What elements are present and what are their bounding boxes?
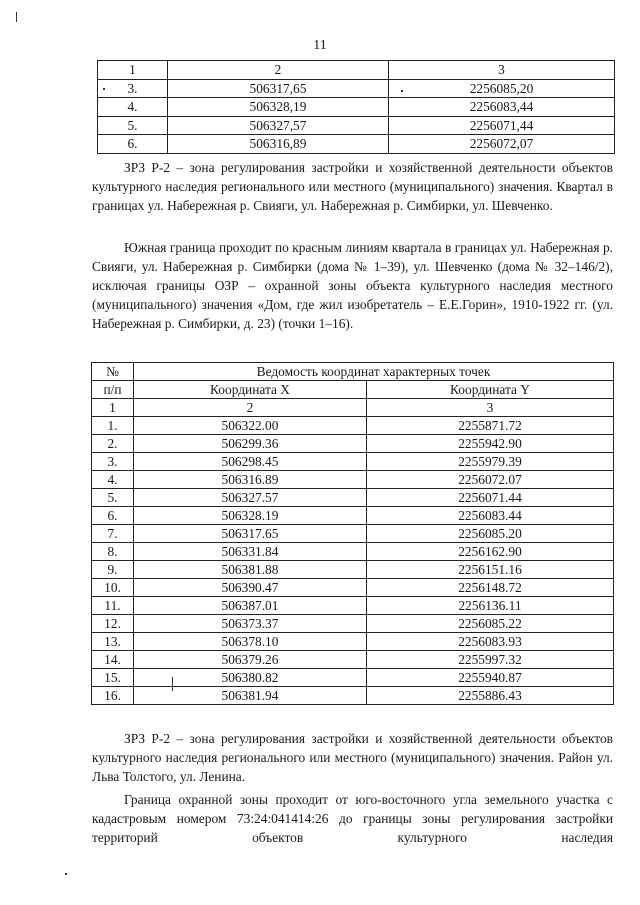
row-number-cell: 5. bbox=[98, 117, 168, 135]
coordinate-y-cell: 2256072.07 bbox=[367, 471, 614, 489]
coordinate-x-cell: 506381.88 bbox=[134, 561, 367, 579]
coordinate-y-cell: 2256085.22 bbox=[367, 615, 614, 633]
coordinate-y-cell: 2256085,20 bbox=[389, 80, 615, 98]
coordinate-x-cell: 506373.37 bbox=[134, 615, 367, 633]
coordinate-x-cell: 506298.45 bbox=[134, 453, 367, 471]
coordinate-y-cell: 2256071,44 bbox=[389, 117, 615, 135]
coordinate-x-cell: 506390.47 bbox=[134, 579, 367, 597]
index-cell: 1 bbox=[92, 399, 134, 417]
row-number-cell: 3. bbox=[92, 453, 134, 471]
coordinate-y-cell: 2255886.43 bbox=[367, 687, 614, 705]
coordinate-y-cell: 2256148.72 bbox=[367, 579, 614, 597]
coordinate-y-cell: 2256136.11 bbox=[367, 597, 614, 615]
row-number-cell: 15. bbox=[92, 669, 134, 687]
zone-description-paragraph: ЗРЗ Р-2 – зона регулирования застройки и хозяйственной деятельности объектов культурного наследия регионального или местного (муниципального) значения. Квартал в границах ул. Набережная р. Свияги, ул. Набережная р. Симбирки, ул. Шевченко. bbox=[92, 160, 613, 213]
row-number-cell: 13. bbox=[92, 633, 134, 651]
index-cell: 3 bbox=[367, 399, 614, 417]
table-title: Ведомость координат характерных точек bbox=[134, 363, 614, 381]
scan-dot bbox=[103, 88, 105, 90]
coordinate-y-cell: 2255942.90 bbox=[367, 435, 614, 453]
table-index-row bbox=[92, 399, 614, 417]
southern-boundary-paragraph: Южная граница проходит по красным линиям квартала в границах ул. Набережная р. Свияги, ул. Набережная р. Симбирки (дома № 1–39), ул. Шевченко (дома № 32–146/2), исключая границы ОЗР – охранной зоны объекта культурного наследия местного (муниципального) значения «Дом, где жил изобретатель – Е.Е.Горин», 1910-1922 гг. (ул. Набережная р. Симбирки, д. 23) (точки 1–16). bbox=[92, 240, 613, 331]
index-cell: 2 bbox=[134, 399, 367, 417]
table-row bbox=[92, 525, 614, 543]
table-row bbox=[92, 453, 614, 471]
table-row bbox=[92, 543, 614, 561]
coordinate-x-cell: 506331.84 bbox=[134, 543, 367, 561]
coordinate-y-cell: 2255979.39 bbox=[367, 453, 614, 471]
row-number-cell: 10. bbox=[92, 579, 134, 597]
table-row bbox=[92, 597, 614, 615]
coordinate-x-cell: 506327.57 bbox=[134, 489, 367, 507]
scan-mark bbox=[172, 677, 173, 691]
table-row bbox=[98, 117, 615, 135]
coordinate-y-cell: 2255940.87 bbox=[367, 669, 614, 687]
row-number-cell: 12. bbox=[92, 615, 134, 633]
coordinate-y-cell: 2256072,07 bbox=[389, 135, 615, 154]
coordinate-y-cell: 2255871.72 bbox=[367, 417, 614, 435]
row-number-cell: 4. bbox=[92, 471, 134, 489]
coordinate-y-cell: 2256162.90 bbox=[367, 543, 614, 561]
row-number-cell: 1. bbox=[92, 417, 134, 435]
header-number-sign: № bbox=[92, 363, 134, 381]
table-row bbox=[92, 489, 614, 507]
table-row bbox=[92, 507, 614, 525]
table-row bbox=[92, 417, 614, 435]
table-row bbox=[92, 651, 614, 669]
table-header-row bbox=[92, 381, 614, 399]
row-number-cell: 7. bbox=[92, 525, 134, 543]
coordinate-y-cell: 2256085.20 bbox=[367, 525, 614, 543]
header-cell: 3 bbox=[389, 61, 615, 80]
coordinate-y-cell: 2256071.44 bbox=[367, 489, 614, 507]
table-row bbox=[92, 687, 614, 705]
row-number-cell: 8. bbox=[92, 543, 134, 561]
coordinate-x-cell: 506317.65 bbox=[134, 525, 367, 543]
row-number-cell: 16. bbox=[92, 687, 134, 705]
row-number-cell: 4. bbox=[98, 98, 168, 117]
table-row bbox=[92, 669, 614, 687]
table-row bbox=[92, 579, 614, 597]
coordinate-x-cell: 506380.82 bbox=[134, 669, 367, 687]
table-row bbox=[98, 135, 615, 154]
header-number-label: п/п bbox=[92, 381, 134, 399]
table-row bbox=[98, 80, 615, 98]
table-header-row bbox=[98, 61, 615, 80]
coordinate-y-cell: 2256083.93 bbox=[367, 633, 614, 651]
coordinate-x-cell: 506328,19 bbox=[168, 98, 389, 117]
row-number-cell: 2. bbox=[92, 435, 134, 453]
table-row bbox=[92, 435, 614, 453]
coordinate-x-cell: 506322.00 bbox=[134, 417, 367, 435]
table-row bbox=[98, 98, 615, 117]
coordinate-x-cell: 506327,57 bbox=[168, 117, 389, 135]
coordinates-table bbox=[91, 362, 614, 705]
table-row bbox=[92, 471, 614, 489]
coordinate-y-cell: 2256083.44 bbox=[367, 507, 614, 525]
table-row bbox=[92, 561, 614, 579]
coordinate-y-cell: 2255997.32 bbox=[367, 651, 614, 669]
coordinate-x-cell: 506379.26 bbox=[134, 651, 367, 669]
header-coordinate-x: Координата X bbox=[134, 381, 367, 399]
header-cell: 1 bbox=[98, 61, 168, 80]
table-row bbox=[92, 615, 614, 633]
coordinate-x-cell: 506299.36 bbox=[134, 435, 367, 453]
top-coordinates-table bbox=[97, 60, 615, 154]
coordinate-x-cell: 506378.10 bbox=[134, 633, 367, 651]
coordinate-x-cell: 506328.19 bbox=[134, 507, 367, 525]
coordinate-x-cell: 506316,89 bbox=[168, 135, 389, 154]
coordinate-y-cell: 2256151.16 bbox=[367, 561, 614, 579]
header-coordinate-y: Координата Y bbox=[367, 381, 614, 399]
coordinate-y-cell: 2256083,44 bbox=[389, 98, 615, 117]
row-number-cell: 3. bbox=[98, 80, 168, 98]
coordinate-x-cell: 506381.94 bbox=[134, 687, 367, 705]
table-row bbox=[92, 633, 614, 651]
zone-description-paragraph-2: ЗРЗ Р-2 – зона регулирования застройки и хозяйственной деятельности объектов культурного наследия регионального или местного (муниципального) значения. Район ул. Льва Толстого, ул. Ленина. bbox=[92, 731, 613, 784]
coordinate-x-cell: 506387.01 bbox=[134, 597, 367, 615]
page-number: 11 bbox=[313, 38, 327, 53]
row-number-cell: 6. bbox=[92, 507, 134, 525]
row-number-cell: 14. bbox=[92, 651, 134, 669]
table-header-row bbox=[92, 363, 614, 381]
protection-zone-paragraph: Граница охранной зоны проходит от юго-восточного угла земельного участка с кадастровым номером 73:24:041414:26 до границы зоны регулирования застройки территорий объектов культурного наследия bbox=[92, 792, 613, 845]
scan-dot bbox=[401, 90, 403, 92]
scan-dot bbox=[65, 873, 67, 875]
coordinate-x-cell: 506317,65 bbox=[168, 80, 389, 98]
row-number-cell: 11. bbox=[92, 597, 134, 615]
row-number-cell: 9. bbox=[92, 561, 134, 579]
row-number-cell: 5. bbox=[92, 489, 134, 507]
scan-mark bbox=[16, 12, 17, 22]
header-cell: 2 bbox=[168, 61, 389, 80]
row-number-cell: 6. bbox=[98, 135, 168, 154]
coordinate-x-cell: 506316.89 bbox=[134, 471, 367, 489]
